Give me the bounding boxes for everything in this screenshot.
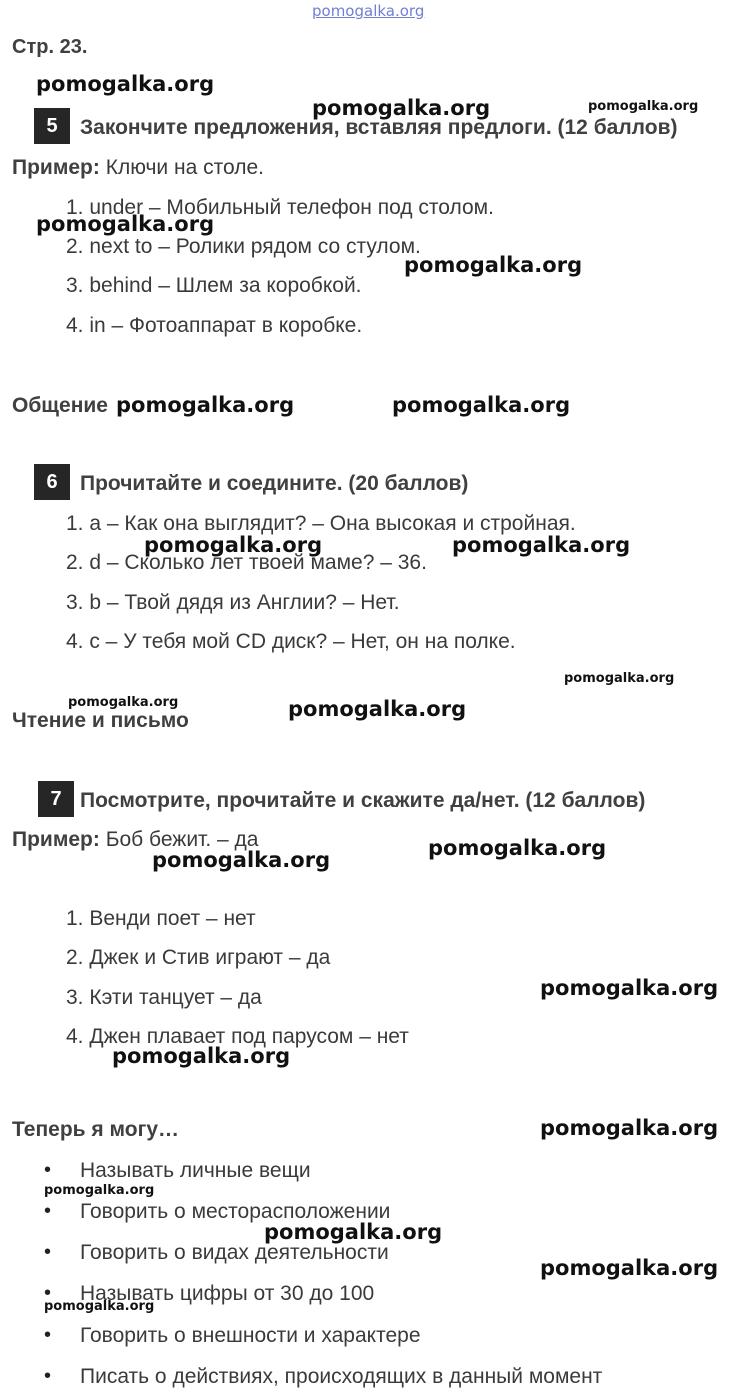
watermark: pomogalka.org xyxy=(68,695,179,710)
bullet-item-4: Называть цифры от 30 до 100 xyxy=(80,1282,375,1305)
bullet-icon: • xyxy=(44,1159,52,1181)
task-7-badge xyxy=(38,781,74,817)
task-5-badge xyxy=(34,108,70,144)
bullet-icon: • xyxy=(44,1241,52,1263)
watermark: pomogalka.org xyxy=(264,1220,443,1244)
watermark: pomogalka.org xyxy=(288,697,467,721)
task-5-example-label: Пример: xyxy=(12,156,100,179)
watermark: pomogalka.org xyxy=(540,1116,719,1140)
task-5-item-3: 3. behind – Шлем за коробкой. xyxy=(66,274,362,297)
task-5-item-1: 1. under – Мобильный телефон под столом. xyxy=(66,196,494,219)
task-6-item-3: 3. b – Твой дядя из Англии? – Нет. xyxy=(66,591,400,614)
watermark: pomogalka.org xyxy=(588,99,699,114)
task-7-item-4: 4. Джен плавает под парусом – нет xyxy=(66,1025,409,1048)
task-5-title: Закончите предложения, вставляя предлоги. (12 баллов) xyxy=(80,116,678,139)
task-7-number: 7 xyxy=(50,787,62,810)
bullet-item-5: Говорить о внешности и характере xyxy=(80,1324,421,1347)
bullet-icon: • xyxy=(44,1282,52,1304)
task-5-number: 5 xyxy=(46,114,58,137)
watermark: pomogalka.org xyxy=(152,848,331,872)
watermark: pomogalka.org xyxy=(144,533,323,557)
task-6-item-1: 1. a – Как она выглядит? – Она высокая и стройная. xyxy=(66,512,576,535)
task-7-item-2: 2. Джек и Стив играют – да xyxy=(66,946,331,969)
watermark: pomogalka.org xyxy=(428,836,607,860)
task-5-example-text: Ключи на столе. xyxy=(105,156,264,179)
task-7-item-3: 3. Кэти танцует – да xyxy=(66,986,262,1009)
watermark: pomogalka.org xyxy=(44,1299,155,1314)
task-7-example-text: Боб бежит. – да xyxy=(105,828,259,851)
bullet-item-3: Говорить о видах деятельности xyxy=(80,1241,389,1264)
task-7-title: Посмотрите, прочитайте и скажите да/нет. (12 баллов) xyxy=(80,789,646,812)
bullet-icon: • xyxy=(44,1200,52,1222)
task-5-item-2: 2. next to – Ролики рядом со стулом. xyxy=(66,235,421,258)
bullet-icon: • xyxy=(44,1365,52,1387)
section-communication: Общение xyxy=(12,394,108,417)
bullet-item-6: Писать о действиях, происходящих в данный момент xyxy=(80,1365,603,1388)
task-6-item-4: 4. c – У тебя мой CD диск? – Нет, он на полке. xyxy=(66,630,516,653)
watermark: pomogalka.org xyxy=(404,253,583,277)
watermark: pomogalka.org xyxy=(564,671,675,686)
page-number: Стр. 23. xyxy=(12,36,88,58)
watermark-top: pomogalka.org xyxy=(312,2,425,20)
watermark: pomogalka.org xyxy=(452,533,631,557)
task-7-example-label: Пример: xyxy=(12,828,100,851)
task-6-badge xyxy=(34,464,70,500)
watermark: pomogalka.org xyxy=(36,72,215,96)
bullet-item-2: Говорить о месторасположении xyxy=(80,1200,391,1223)
bullet-item-1: Называть личные вещи xyxy=(80,1159,311,1182)
watermark: pomogalka.org xyxy=(540,976,719,1000)
task-5-item-4: 4. in – Фотоаппарат в коробке. xyxy=(66,314,363,337)
task-7-item-1: 1. Венди поет – нет xyxy=(66,907,256,930)
section-reading-writing: Чтение и письмо xyxy=(12,709,189,732)
watermark: pomogalka.org xyxy=(36,212,215,236)
watermark: pomogalka.org xyxy=(392,393,571,417)
task-6-number: 6 xyxy=(46,470,58,493)
watermark: pomogalka.org xyxy=(112,1044,291,1068)
watermark: pomogalka.org xyxy=(540,1256,719,1280)
watermark: pomogalka.org xyxy=(116,393,295,417)
section-now-i-can: Теперь я могу… xyxy=(12,1118,179,1141)
watermark: pomogalka.org xyxy=(44,1183,155,1198)
task-6-item-2: 2. d – Сколько лет твоей маме? – 36. xyxy=(66,551,427,574)
bullet-icon: • xyxy=(44,1324,52,1346)
task-5-example xyxy=(12,156,264,180)
watermark: pomogalka.org xyxy=(312,96,491,120)
task-6-title: Прочитайте и соедините. (20 баллов) xyxy=(80,472,469,495)
